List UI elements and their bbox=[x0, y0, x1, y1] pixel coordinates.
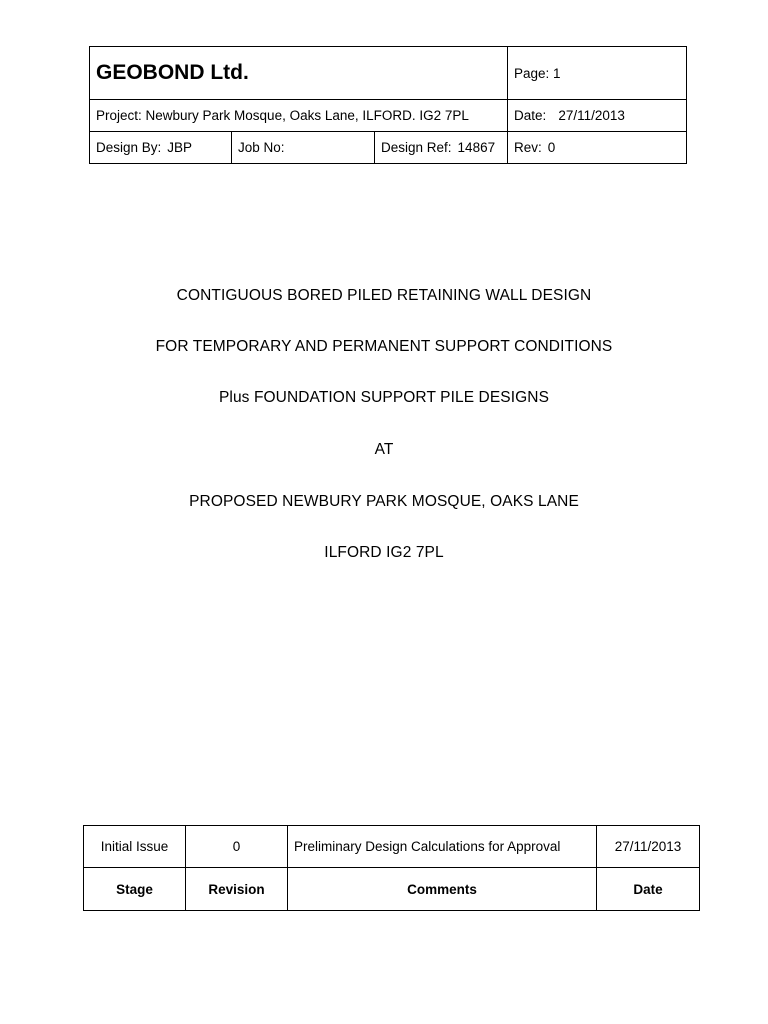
table-row bbox=[84, 826, 700, 868]
date-value: 27/11/2013 bbox=[558, 108, 625, 123]
document-header bbox=[89, 46, 687, 164]
title-line-4: AT bbox=[374, 441, 394, 458]
title-line-1: CONTIGUOUS BORED PILED RETAINING WALL DESIGN bbox=[176, 287, 592, 304]
company-name: GEOBOND Ltd. bbox=[96, 61, 249, 84]
rev-value: 0 bbox=[547, 140, 556, 155]
date-cell bbox=[508, 100, 687, 132]
title-line-3: Plus FOUNDATION SUPPORT PILE DESIGNS bbox=[218, 389, 550, 406]
title-line-6: ILFORD IG2 7PL bbox=[324, 544, 444, 561]
rev-label: Rev: bbox=[514, 140, 542, 155]
revision-number-cell: 0 bbox=[186, 826, 288, 868]
revision-cell bbox=[508, 132, 687, 164]
revision-table bbox=[83, 825, 700, 911]
stage-header: Stage bbox=[84, 868, 186, 911]
project-text: Project: Newbury Park Mosque, Oaks Lane, ILFORD. IG2 7PL bbox=[96, 108, 469, 123]
design-by-label: Design By: bbox=[96, 140, 162, 155]
page-number-cell bbox=[508, 47, 687, 100]
table-header-row bbox=[84, 868, 700, 911]
title-line-5: PROPOSED NEWBURY PARK MOSQUE, OAKS LANE bbox=[189, 493, 579, 510]
job-no-label: Job No: bbox=[238, 140, 285, 155]
job-no-cell bbox=[232, 132, 375, 164]
title-line-2: FOR TEMPORARY AND PERMANENT SUPPORT CONDITIONS bbox=[155, 338, 613, 355]
company-name-cell bbox=[90, 47, 508, 100]
design-ref-value: 14867 bbox=[457, 140, 496, 155]
revision-header: Revision bbox=[186, 868, 288, 911]
design-ref-cell bbox=[375, 132, 508, 164]
project-cell bbox=[90, 100, 508, 132]
date-cell: 27/11/2013 bbox=[597, 826, 700, 868]
comments-header: Comments bbox=[288, 868, 597, 911]
date-header: Date bbox=[597, 868, 700, 911]
design-by-value: JBP bbox=[167, 140, 193, 155]
design-ref-label: Design Ref: bbox=[381, 140, 452, 155]
date-label: Date: bbox=[514, 108, 547, 123]
comments-cell: Preliminary Design Calculations for Approval bbox=[288, 826, 597, 868]
design-by-cell bbox=[90, 132, 232, 164]
page-number: Page: 1 bbox=[514, 65, 561, 81]
stage-cell: Initial Issue bbox=[84, 826, 186, 868]
